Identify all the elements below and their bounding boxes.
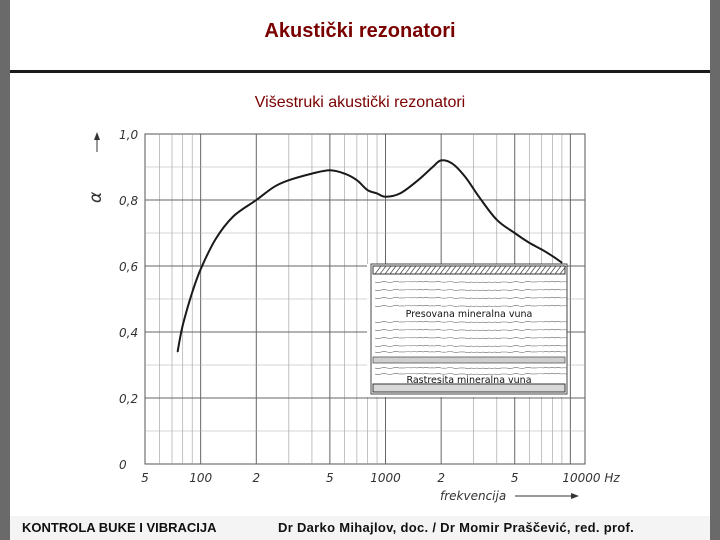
absorption-chart	[85, 122, 645, 510]
title-divider	[10, 70, 710, 73]
data-point	[177, 351, 178, 352]
y-tick-label: 0,4	[119, 326, 139, 340]
x-axis-label-group	[440, 489, 579, 503]
x-tick-label: 2	[252, 471, 261, 485]
data-point	[400, 193, 401, 194]
data-point	[514, 232, 515, 233]
footer-course-title: KONTROLA BUKE I VIBRACIJA	[22, 520, 217, 535]
y-tick-label: 0,6	[119, 260, 139, 274]
y-axis-label: α	[86, 191, 106, 203]
x-axis-arrow-head	[571, 493, 579, 499]
x-tick-label: 5	[141, 471, 149, 485]
data-point	[385, 196, 386, 197]
resonator-inset	[367, 264, 567, 397]
data-point	[329, 170, 330, 171]
data-point	[200, 269, 201, 270]
data-point	[311, 173, 312, 174]
x-tick-labels	[141, 471, 620, 485]
inset-top-label: Presovana mineralna vuna	[405, 309, 533, 320]
x-tick-label: 10000 Hz	[562, 471, 620, 485]
data-point	[441, 160, 442, 161]
x-tick-label: 1000	[370, 471, 401, 485]
left-frame-bar	[0, 0, 10, 540]
data-point	[356, 180, 357, 181]
data-point	[432, 166, 433, 167]
data-point	[256, 199, 257, 200]
data-point	[417, 180, 418, 181]
y-tick-label: 0	[119, 458, 127, 472]
x-tick-label: 2	[437, 471, 445, 485]
footer-authors: Dr Darko Mihajlov, doc. / Dr Momir Praščević, red. prof.	[278, 520, 635, 535]
data-point	[529, 242, 530, 243]
slide-title: Akustički rezonatori	[264, 20, 456, 42]
data-point	[192, 292, 193, 293]
chart-title: Višestruki akustički rezonatori	[254, 94, 466, 111]
y-axis-arrow-head	[94, 132, 100, 140]
x-axis-label: frekvencija	[440, 489, 507, 503]
x-tick-label: 5	[510, 471, 519, 485]
data-point	[274, 186, 275, 187]
data-point	[288, 180, 289, 181]
inset-perforated-plate	[373, 357, 565, 363]
footer-bar	[10, 516, 710, 540]
data-point	[376, 193, 377, 194]
data-point	[452, 163, 453, 164]
data-point	[215, 239, 216, 240]
data-point	[233, 216, 234, 217]
y-axis-label-group	[86, 132, 106, 203]
y-tick-label: 0,8	[119, 194, 139, 208]
data-point	[561, 262, 562, 263]
y-tick-labels	[119, 128, 138, 472]
x-tick-label: 100	[189, 471, 213, 485]
data-point	[344, 173, 345, 174]
right-frame-bar	[710, 0, 720, 540]
data-point	[541, 249, 542, 250]
y-tick-label: 1,0	[119, 128, 139, 142]
inset-bottom-label: Rastresita mineralna vuna	[406, 375, 532, 386]
y-tick-label: 0,2	[119, 392, 139, 406]
data-point	[496, 219, 497, 220]
data-point	[182, 325, 183, 326]
data-point	[465, 176, 466, 177]
data-point	[478, 196, 479, 197]
data-point	[367, 190, 368, 191]
data-point	[552, 256, 553, 257]
x-tick-label: 5	[326, 471, 334, 485]
